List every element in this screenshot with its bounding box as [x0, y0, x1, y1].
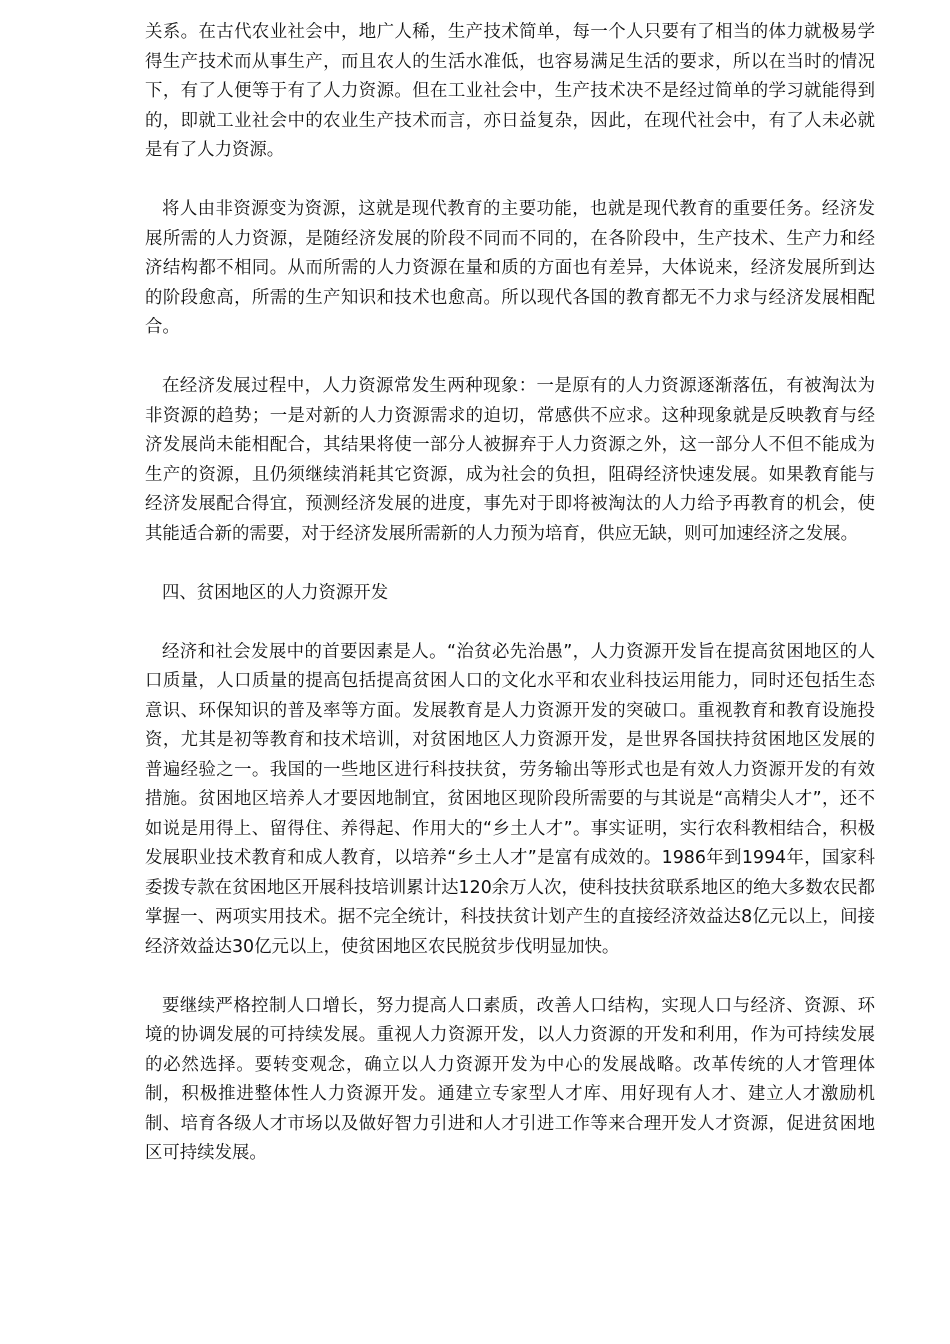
- paragraph-sustainable-development: 要继续严格控制人口增长，努力提高人口素质，改善人口结构，实现人口与经济、资源、环境的协调发展的可持续发展。重视人力资源开发，以人力资源的开发和利用，作为可持续发展的必然选择。要转变观念，确立以人力资源开发为中心的发展战略。改革传统的人才管理体制，积极推进整体性人力资源开发。通建立专家型人才库、用好现有人才、建立人才激励机制、培育各级人才市场以及做好智力引进和人才引进工作等来合理开发人才资源，促进贫困地区可持续发展。: [145, 995, 875, 1163]
- paragraph-education-function: 将人由非资源变为资源，这就是现代教育的主要功能，也就是现代教育的重要任务。经济发展所需的人力资源，是随经济发展的阶段不同而不同的，在各阶段中，生产技术、生产力和经济结构都不相同。从而所需的人力资源在量和质的方面也有差异，大体说来，经济发展所到达的阶段愈高，所需的生产知识和技术也愈高。所以现代各国的教育都无不力求与经济发展相配合。: [145, 199, 875, 337]
- paragraph-resource-phenomena: 在经济发展过程中，人力资源常发生两种现象：一是原有的人力资源逐渐落伍，有被淘汰为非资源的趋势；一是对新的人力资源需求的迫切，常感供不应求。这种现象就是反映教育与经济发展尚未能相配合，其结果将使一部分人被摒弃于人力资源之外，这一部分人不但不能成为生产的资源，且仍须继续消耗其它资源，成为社会的负担，阻碍经济快速发展。如果教育能与经济发展配合得宜，预测经济发展的进度，事先对于即将被淘汰的人力给予再教育的机会，使其能适合新的需要，对于经济发展所需新的人力预为培育，供应无缺，则可加速经济之发展。: [145, 376, 875, 544]
- paragraph-continuation: 关系。在古代农业社会中，地广人稀，生产技术简单，每一个人只要有了相当的体力就极易学得生产技术而从事生产，而且农人的生活水准低，也容易满足生活的要求，所以在当时的情况下，有了人便等于有了人力资源。但在工业社会中，生产技术决不是经过简单的学习就能得到的，即就工业社会中的农业生产技术而言，亦日益复杂，因此，在现代社会中，有了人未必就是有了人力资源。: [145, 22, 875, 160]
- paragraph-poverty-development: 经济和社会发展中的首要因素是人。“治贫必先治愚”，人力资源开发旨在提高贫困地区的人口质量，人口质量的提高包括提高贫困人口的文化水平和农业科技运用能力，同时还包括生态意识、环保知识的普及率等方面。发展教育是人力资源开发的突破口。重视教育和教育设施投资，尤其是初等教育和技术培训，对贫困地区人力资源开发，是世界各国扶持贫困地区发展的普遍经验之一。我国的一些地区进行科技扶贫，劳务输出等形式也是有效人力资源开发的有效措施。贫困地区培养人才要因地制宜，贫困地区现阶段所需要的与其说是“高精尖人才”，还不如说是用得上、留得住、养得起、作用大的“乡土人才”。事实证明，实行农科教相结合，积极发展职业技术教育和成人教育，以培养“乡土人才”是富有成效的。1986年到1994年，国家科委拨专款在贫困地区开展科技培训累计达120余万人次，使科技扶贫联系地区的绝大多数农民都掌握一、两项实用技术。据不完全统计，科技扶贫计划产生的直接经济效益达8亿元以上，间接经济效益达30亿元以上，使贫困地区农民脱贫步伐明显加快。: [145, 641, 875, 957]
- document-body: [145, 18, 875, 1198]
- section-heading: 四、贫困地区的人力资源开发: [162, 582, 389, 603]
